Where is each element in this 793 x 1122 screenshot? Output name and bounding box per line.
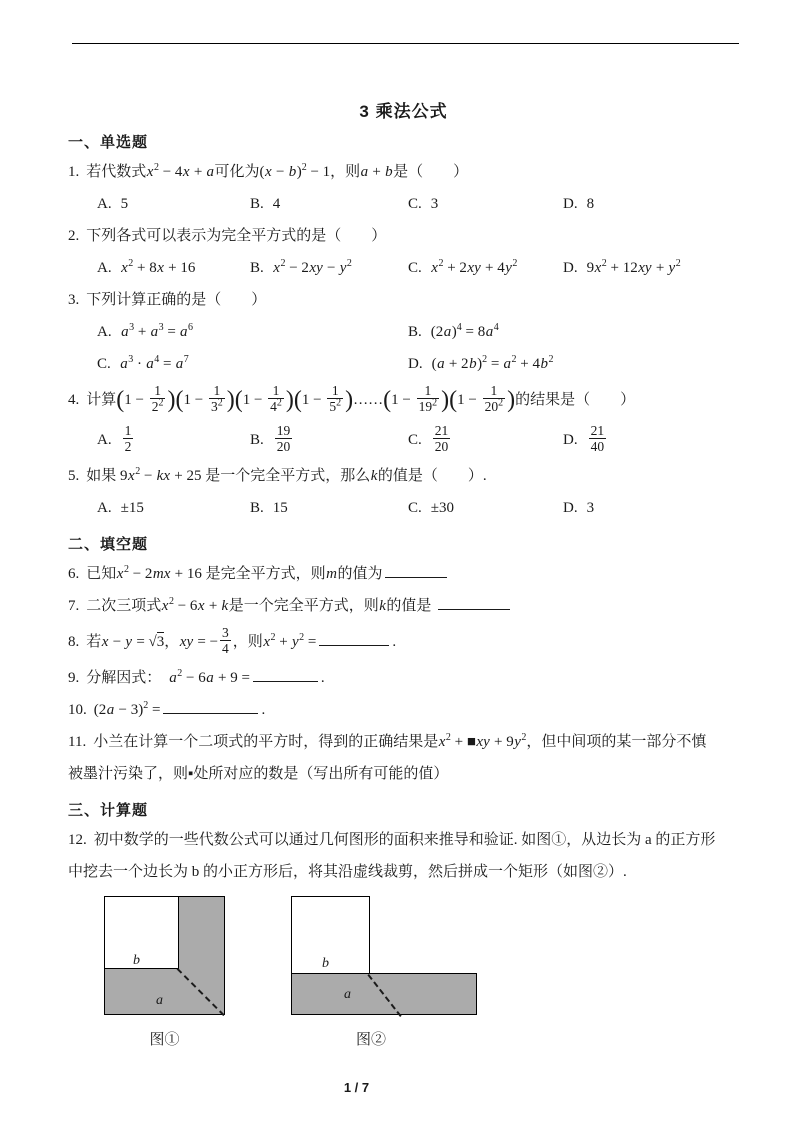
question-5 bbox=[68, 460, 739, 492]
question-4 bbox=[68, 380, 739, 420]
question-2-option-d bbox=[563, 252, 739, 284]
question-2-option-c bbox=[408, 252, 563, 284]
question-3-option-d bbox=[408, 348, 739, 380]
header-rule bbox=[72, 43, 739, 44]
question-2-number: 2. bbox=[68, 228, 80, 244]
option-label: A. bbox=[97, 324, 112, 340]
question-5-option-d bbox=[563, 492, 739, 524]
figure-1-caption: 图① bbox=[149, 1032, 180, 1048]
option-text: $x^2 + 2xy + 4y^2$ bbox=[431, 258, 518, 276]
question-8-number: 8. bbox=[68, 634, 80, 650]
question-7 bbox=[68, 590, 739, 622]
option-text: $\frac{21}{40}$ bbox=[590, 422, 605, 455]
answer-blank bbox=[319, 630, 389, 646]
option-label: D. bbox=[563, 500, 578, 516]
question-3-options-row-2 bbox=[97, 348, 739, 380]
side-label-b: b bbox=[133, 953, 140, 968]
option-text: ±30 bbox=[430, 500, 454, 516]
question-5-option-c bbox=[408, 492, 563, 524]
figure-2-caption: 图② bbox=[355, 1032, 386, 1048]
question-3-option-b bbox=[408, 316, 739, 348]
option-label: D. bbox=[563, 432, 578, 448]
question-1-option-b bbox=[250, 188, 408, 220]
option-text: $x^2 - 2xy - y^2$ bbox=[273, 258, 352, 276]
question-11-text-2: 被墨汁污染了，则▪处所对应的数是（写出所有可能的值） bbox=[68, 766, 449, 782]
option-text: $9x^2 + 12xy + y^2$ bbox=[586, 258, 681, 276]
question-11-text-1: 小兰在计算一个二项式的平方时，得到的正确结果是$x^2$ + ■xy + $9y^2$，但中间项的某一部分不慎 bbox=[93, 732, 707, 750]
option-text: $(2a)^4 = 8a^4$ bbox=[430, 322, 499, 340]
question-4-number: 4. bbox=[68, 392, 80, 408]
question-4-options bbox=[97, 420, 739, 460]
question-3-option-c bbox=[97, 348, 408, 380]
question-8 bbox=[68, 622, 739, 662]
figure-2-diagram bbox=[291, 896, 477, 1015]
question-4-option-b bbox=[250, 420, 408, 460]
question-2-option-a bbox=[97, 252, 250, 284]
option-text: 4 bbox=[272, 196, 281, 212]
side-label-b: b bbox=[322, 956, 329, 971]
option-label: A. bbox=[97, 196, 112, 212]
question-2 bbox=[68, 220, 739, 252]
question-10-number: 10. bbox=[68, 702, 87, 718]
removed-small-square bbox=[105, 897, 179, 969]
option-text: 3 bbox=[586, 500, 595, 516]
question-1-text: 若代数式$x^2 - 4x + a$可化为$(x - b)^2 - 1$，则a + b是（ ） bbox=[86, 162, 469, 180]
option-label: A. bbox=[97, 260, 112, 276]
question-5-number: 5. bbox=[68, 468, 80, 484]
question-12-number: 12. bbox=[68, 832, 87, 848]
question-4-option-d bbox=[563, 420, 739, 460]
dashed-cut-line bbox=[177, 968, 225, 1016]
question-10 bbox=[68, 694, 739, 726]
question-3-options-row-1 bbox=[97, 316, 739, 348]
figures-row bbox=[104, 896, 739, 1049]
question-9-tail: . bbox=[320, 670, 325, 686]
option-label: A. bbox=[97, 432, 112, 448]
option-text: 5 bbox=[120, 196, 129, 212]
question-2-options bbox=[97, 252, 739, 284]
question-1-number: 1. bbox=[68, 164, 80, 180]
question-3-number: 3. bbox=[68, 292, 80, 308]
option-label: C. bbox=[408, 500, 422, 516]
question-11-number: 11. bbox=[68, 734, 87, 750]
question-3 bbox=[68, 284, 739, 316]
question-9 bbox=[68, 662, 739, 694]
section-blank-heading: 二、填空题 bbox=[68, 536, 149, 553]
option-label: C. bbox=[408, 196, 422, 212]
question-1-options bbox=[97, 188, 739, 220]
question-2-option-b bbox=[250, 252, 408, 284]
figure-2-block bbox=[291, 896, 477, 1049]
page-number: 1 / 7 bbox=[343, 1080, 370, 1095]
question-8-text: 若x − y = √3，xy = − $\frac{3}{4}$ ，则$x^2 + y^2$ = bbox=[86, 624, 317, 657]
question-1-option-c bbox=[408, 188, 563, 220]
small-square bbox=[291, 896, 370, 974]
option-label: D. bbox=[563, 196, 578, 212]
question-6-text: 已知$x^2 - 2mx + 16$ 是完全平方式，则m的值为 bbox=[86, 564, 383, 582]
question-3-option-a bbox=[97, 316, 408, 348]
option-text: ±15 bbox=[120, 500, 144, 516]
side-label-a: a bbox=[156, 993, 163, 1008]
question-9-number: 9. bbox=[68, 670, 80, 686]
option-text: $a^3 + a^3 = a^6$ bbox=[121, 322, 194, 340]
option-label: B. bbox=[250, 432, 264, 448]
option-label: B. bbox=[250, 260, 264, 276]
option-text: $a^3 \cdot a^4 = a^7$ bbox=[120, 354, 189, 372]
section-calc-heading: 三、计算题 bbox=[68, 802, 149, 819]
question-7-number: 7. bbox=[68, 598, 80, 614]
option-label: D. bbox=[408, 356, 423, 372]
question-10-tail: . bbox=[261, 702, 266, 718]
question-2-text: 下列各式可以表示为完全平方式的是（ ） bbox=[86, 228, 387, 244]
question-11-line-1 bbox=[68, 726, 739, 758]
option-label: C. bbox=[408, 432, 422, 448]
question-5-text: 如果 $9x^2$ − kx + 25 是一个完全平方式，那么k的值是（ ）. bbox=[86, 466, 487, 484]
option-text: $(a + 2b)^2 = a^2 + 4b^2$ bbox=[431, 354, 554, 372]
option-text: $x^2 + 8x + 16$ bbox=[121, 258, 196, 276]
answer-blank bbox=[385, 562, 447, 578]
question-6-number: 6. bbox=[68, 566, 80, 582]
question-6 bbox=[68, 558, 739, 590]
option-text: $\frac{19}{20}$ bbox=[276, 422, 291, 455]
question-3-text: 下列计算正确的是（ ） bbox=[86, 292, 267, 308]
option-label: B. bbox=[408, 324, 422, 340]
question-10-text: $(2a - 3)^2$ = bbox=[93, 700, 161, 718]
option-text: 8 bbox=[586, 196, 595, 212]
option-label: B. bbox=[250, 196, 264, 212]
question-5-options bbox=[97, 492, 739, 524]
option-label: C. bbox=[97, 356, 111, 372]
option-text: 15 bbox=[272, 500, 288, 516]
question-4-option-a bbox=[97, 420, 250, 460]
option-text: $\frac{21}{20}$ bbox=[434, 422, 449, 455]
option-label: B. bbox=[250, 500, 264, 516]
question-5-option-b bbox=[250, 492, 408, 524]
document-title: 3 乘法公式 bbox=[359, 102, 448, 121]
option-text: 3 bbox=[430, 196, 439, 212]
question-1-option-a bbox=[97, 188, 250, 220]
question-1 bbox=[68, 156, 739, 188]
question-11-line-2 bbox=[68, 758, 739, 790]
answer-blank bbox=[438, 594, 510, 610]
question-12-text-1: 初中数学的一些代数公式可以通过几何图形的面积来推导和验证. 如图①，从边长为 a 的正方形 bbox=[93, 832, 716, 848]
question-12-line-2 bbox=[68, 856, 739, 888]
question-1-option-d bbox=[563, 188, 739, 220]
question-9-text: 分解因式： $a^2 - 6a + 9$ = bbox=[86, 668, 250, 686]
question-4-option-c bbox=[408, 420, 563, 460]
question-8-tail: . bbox=[392, 634, 397, 650]
question-4-text: 计算(1 − $\frac{1}{2^2}$ )(1 − $\frac{1}{3^2}$ )(1 − $\frac{1}{4^2}$ )(1 − $\frac{1}{5^2}$ )……(1 − $\frac{1}{19^2}$ )(1 − $\frac{1}{20^2}$ )的结果是（ ） bbox=[86, 382, 636, 415]
option-label: C. bbox=[408, 260, 422, 276]
figure-1-block bbox=[104, 896, 225, 1049]
question-12-line-1 bbox=[68, 824, 739, 856]
question-7-text: 二次三项式$x^2 - 6x + k$是一个完全平方式，则k的值是 bbox=[86, 596, 436, 614]
option-label: D. bbox=[563, 260, 578, 276]
option-label: A. bbox=[97, 500, 112, 516]
question-5-option-a bbox=[97, 492, 250, 524]
question-12-text-2: 中挖去一个边长为 b 的小正方形后，将其沿虚线裁剪，然后拼成一个矩形（如图②）. bbox=[68, 864, 627, 880]
section-choice-heading: 一、单选题 bbox=[68, 134, 149, 151]
option-text: $\frac{1}{2}$ bbox=[124, 422, 132, 455]
answer-blank bbox=[163, 698, 258, 714]
answer-blank bbox=[253, 666, 318, 682]
side-label-a: a bbox=[344, 987, 351, 1002]
figure-1-diagram bbox=[104, 896, 225, 1015]
